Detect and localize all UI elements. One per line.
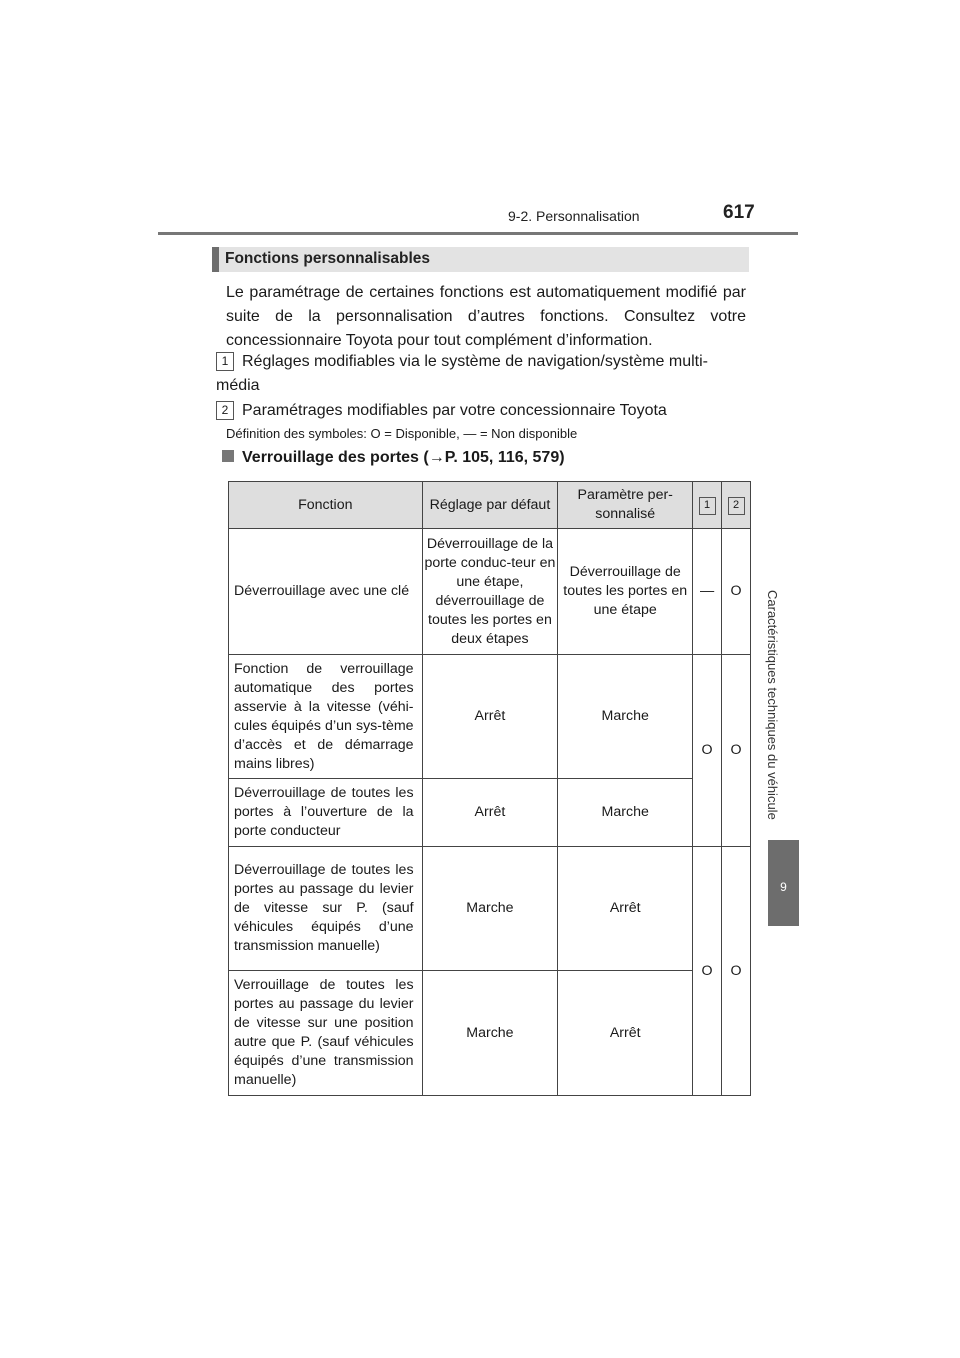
availability-cell-1: O [693,847,722,1096]
function-cell: Verrouillage de toutes les portes au passage du levier de vitesse sur une position autre que P. (sauf véhicules équipés d’une transmission manuelle) [229,971,423,1096]
list-item [216,399,746,423]
column-header: Fonction [229,482,423,529]
column-header [722,482,751,529]
page-number: 617 [723,202,755,223]
number-badge: 1 [216,352,234,371]
default-cell: Arrêt [422,655,558,779]
custom-cell: Marche [558,779,693,847]
table-row [229,971,751,1096]
section-heading-box [212,247,749,272]
default-cell: Arrêt [422,779,558,847]
custom-cell: Arrêt [558,971,693,1096]
header-rule [158,232,798,235]
table-row [229,529,751,655]
function-cell: Déverrouillage de toutes les portes à l’ouverture de la porte conducteur [229,779,423,847]
function-cell: Déverrouillage de toutes les portes au passage du levier de vitesse sur P. (sauf véhicules équipés d’une transmission manuelle) [229,847,423,971]
custom-cell: Marche [558,655,693,779]
availability-cell-1: O [693,655,722,847]
settings-table [228,481,751,1096]
table-row [229,655,751,779]
function-cell: Fonction de verrouillage automatique des portes asservie à la vitesse (véhi-cules équipés d’un sys-tème d’accès et de démarrage mains libres) [229,655,423,779]
number-badge: 2 [216,401,234,420]
availability-cell-2: O [722,529,751,655]
subheading-text: Verrouillage des portes (→P. 105, 116, 579) [242,449,565,466]
column-header: Paramètre per-sonnalisé [558,482,693,529]
table-row [229,779,751,847]
custom-cell: Arrêt [558,847,693,971]
availability-cell-2: O [722,655,751,847]
table-row [229,847,751,971]
intro-paragraph: Le paramétrage de certaines fonctions est automatiquement modifié par suite de la personnalisation d’autres fonctions. Consultez votre concessionnaire Toyota pour tout complément d’information. [226,284,746,349]
subheading [222,449,565,467]
table-header-row [229,482,751,529]
chapter-label: Caractéristiques techniques du véhicule [765,590,780,820]
list-item-text: Paramétrages modifiables par votre concessionnaire Toyota [242,402,667,419]
section-title: 9-2. Personnalisation [508,208,640,224]
default-cell: Marche [422,971,558,1096]
number-badge: 1 [699,497,716,515]
heading-bar [212,247,219,272]
square-bullet-icon [222,450,234,462]
function-cell: Déverrouillage avec une clé [229,529,423,655]
chapter-number: 9 [780,880,787,894]
list-item [216,350,746,398]
default-cell: Déverrouillage de la porte conduc-teur en une étape, déverrouillage de toutes les portes en deux étapes [422,529,558,655]
section-heading: Fonctions personnalisables [225,250,430,267]
default-cell: Marche [422,847,558,971]
column-header [693,482,722,529]
column-header: Réglage par défaut [422,482,558,529]
availability-cell-1: — [693,529,722,655]
number-badge: 2 [728,497,745,515]
custom-cell: Déverrouillage de toutes les portes en une étape [558,529,693,655]
list-item-text: Réglages modifiables via le système de navigation/système multi-média [216,353,708,394]
availability-cell-2: O [722,847,751,1096]
symbol-legend: Définition des symboles: O = Disponible, — = Non disponible [226,426,578,441]
